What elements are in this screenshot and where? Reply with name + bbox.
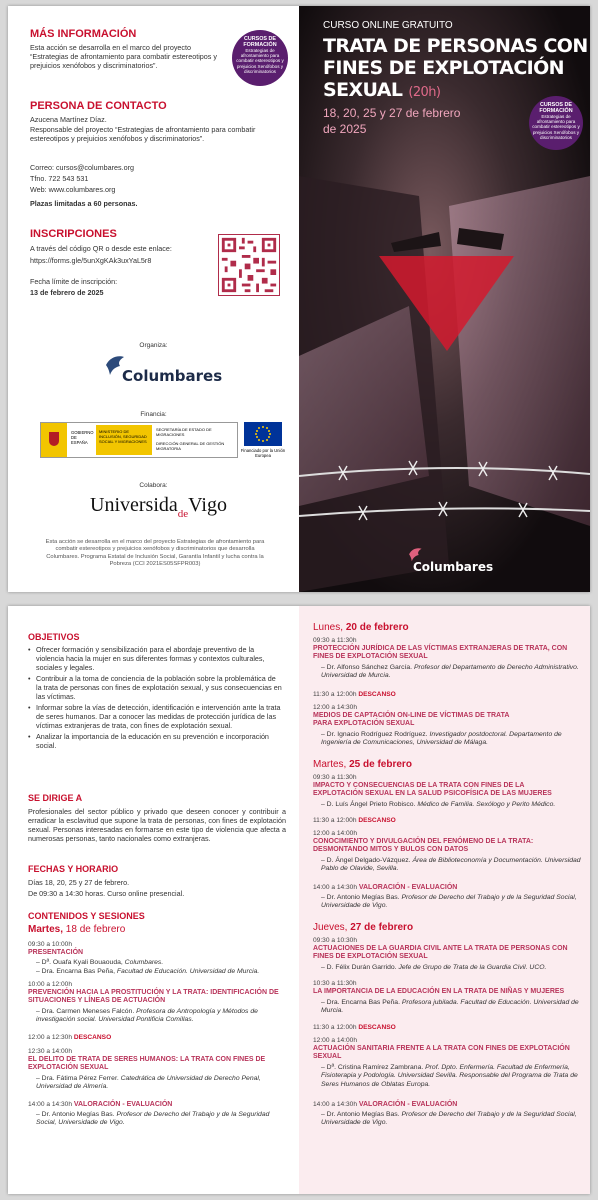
session-speaker: – Dra. Fátima Pérez Ferrer. Catedrática de Universidad de Derecho Penal, Universidad de Almería.: [36, 1075, 261, 1091]
session-title: EL DELITO DE TRATA DE SERES HUMANOS: LA TRATA CON FINES DE EXPLOTACIÓN SEXUAL: [28, 1056, 266, 1072]
session-title: PREVENCIÓN HACIA LA PROSTITUCIÓN Y LA TRATA: IDENTIFICACIÓN DE SITUACIONES Y LÍNEAS DE ACTUACIÓN: [28, 989, 279, 1005]
direccion-text: DIRECCIÓN GENERAL DE GESTIÓN MIGRATORIA: [156, 441, 225, 451]
program-right-column: [299, 606, 590, 1194]
session-time: 12:30 a 14:00h: [28, 1048, 72, 1055]
colabora-label: Colabora:: [139, 482, 168, 489]
title-hours: (20h): [408, 85, 441, 100]
cover-badge-text: Estrategias de afrontamiento para combatir estereotipos y prejuicios Xenófobos y discriminatorios: [532, 114, 580, 140]
brochure-cover-page: [8, 6, 590, 592]
session-time: 10:30 a 11:30h: [313, 980, 357, 987]
contacto-name: Azucena Martínez Díaz.: [30, 115, 107, 124]
session-title: PROTECCIÓN JURÍDICA DE LAS VÍCTIMAS EXTRANJERAS DE TRATA, CON FINES DE EXPLOTACIÓN SEXUAL: [313, 645, 568, 661]
day-1-weekday: Martes,: [28, 924, 64, 935]
day-4-weekday: Jueves,: [313, 922, 348, 933]
brochure-program-page: [8, 606, 590, 1194]
mas-info-text: Esta acción se desarrolla en el marco del proyecto “Estrategias de afrontamiento para combatir estereotipos y prejuicios xenófobos y discriminatorios”.: [30, 43, 217, 70]
inscripciones-heading: INSCRIPCIONES: [30, 228, 117, 240]
registration-link[interactable]: https://forms.gle/5unXgKAk3uxYaL5r8: [30, 256, 152, 265]
session-time: 12:00 a 12:30h DESCANSO: [28, 1034, 112, 1041]
plazas-text: Plazas limitadas a 60 personas.: [30, 199, 138, 208]
badge-text: Estrategias de afrontamiento para combatir estereotipos y prejuicios Xenófobos y discriminatorios: [236, 48, 284, 74]
day-2-date: 20 de febrero: [345, 622, 409, 633]
fechas-line-1: Días 18, 20, 25 y 27 de febrero.: [28, 878, 130, 887]
contact-email[interactable]: Correo: cursos@columbares.org: [30, 163, 134, 172]
uvigo-part-c: Vigo: [188, 494, 227, 516]
eu-text: Financiado por la Unión Europea: [240, 448, 286, 458]
columbares-logo: [104, 351, 223, 387]
inscripciones-text: A través del código QR o desde este enlace:: [30, 244, 172, 253]
day-4-date: 27 de febrero: [350, 922, 414, 933]
dirige-text: Profesionales del sector público y privado que deseen conocer y contribuir a erradicar la esclavitud que supone la trata de personas, con fines de explotación sexual. Personas interesadas en formarse en este tipo de violencia que afecta a numerosas personas, tanto nacionales como extranjeras.: [28, 807, 286, 843]
organiza-label: Organiza:: [139, 342, 168, 349]
fecha-limite-value: 13 de febrero de 2025: [30, 288, 104, 297]
session-title: CONOCIMIENTO Y DIVULGACIÓN DEL FENÓMENO DE LA TRATA: DESMONTANDO MITOS Y BULOS CON DATOS: [313, 838, 534, 854]
session-speaker: – D. Ángel Delgado-Vázquez. Área de Biblioteconomía y Documentación. Universidad Pablo de Olavide, Sevilla.: [321, 857, 581, 873]
info-panel: [8, 6, 299, 592]
qr-code-icon[interactable]: [218, 234, 280, 296]
fechas-heading: FECHAS Y HORARIO: [28, 864, 119, 874]
objetivo-item: • Informar sobre la vías de detección, identificación e intervención ante la trata de seres humanos. Dar a conocer las medidas de protección jurídica de las víctimas extranjeras de trata, con fines de explotación sexual.: [28, 703, 283, 730]
financia-label: Financia:: [140, 411, 167, 418]
cover-brand: [407, 546, 517, 576]
title-line-3: [323, 80, 440, 103]
session-title: LA IMPORTANCIA DE LA EDUCACIÓN EN LA TRATA DE NIÑAS Y MUJERES: [313, 988, 565, 995]
day-4-heading: [313, 922, 413, 933]
session-title: ACTUACIÓN SANITARIA FRENTE A LA TRATA CON FINES DE EXPLOTACIÓN SEXUAL: [313, 1045, 570, 1061]
day-1-date: 18 de febrero: [65, 924, 126, 935]
gobierno-logo: [40, 422, 238, 458]
session-speaker: – D. Luís Ángel Prieto Robisco. Médico de Familia. Sexólogo y Perito Médico.: [321, 801, 556, 808]
dates-line-1: 18, 20, 25 y 27 de febrero: [323, 106, 461, 120]
session-title: MEDIOS DE CAPTACIÓN ON-LINE DE VÍCTIMAS DE TRATA PARA EXPLOTACIÓN SEXUAL: [313, 712, 510, 728]
day-1-heading: [28, 924, 125, 935]
escudo-icon: [41, 423, 67, 457]
title-line-2: FINES DE EXPLOTACIÓN: [323, 57, 564, 79]
columbares-wordmark: Columbares: [122, 367, 223, 385]
day-3-weekday: Martes,: [313, 759, 347, 770]
session-time: 11:30 a 12:00h DESCANSO: [313, 1024, 396, 1031]
objetivos-list: [28, 645, 283, 752]
session-time: 12:00 a 14:30h: [313, 704, 357, 711]
contacto-role: Responsable del proyecto “Estrategias de afrontamiento para combatir estereotipos y prejuicios xenófobos y discriminatorios”.: [30, 125, 256, 143]
uvigo-part-b: de: [177, 508, 189, 520]
session-speaker: – Dra. Encarna Bas Peña, Facultad de Educación. Universidad de Murcia.: [36, 968, 260, 975]
footer-note: Esta acción se desarrolla en el marco del proyecto Estrategias de afrontamiento para combatir estereotipos y prejuicios xenófobos y discriminatorios que desarrolla Columbares. Programa Estatal de Inclusión Social, Garantía Infantil y lucha contra la Pobreza (CCI 2021ES05SFPR003): [45, 539, 265, 568]
session-speaker: – Dr. Ignacio Rodríguez Rodríguez. Investigador postdoctoral. Departamento de Ingeniería de Comunicaciones, Universidad de Málaga.: [321, 731, 562, 747]
program-left-column: [8, 606, 299, 1194]
objetivo-item: • Ofrecer formación y sensibilización para el abordaje preventivo de la violencia hacia la mujer en sus diferentes formas y contextos culturales, sociales y legales.: [28, 645, 283, 672]
session-title: PRESENTACIÓN: [28, 949, 84, 956]
session-time: 12:00 a 14:00h: [313, 1037, 357, 1044]
dirige-heading: SE DIRIGE A: [28, 793, 83, 803]
badge-title: CURSOS DE FORMACIÓN: [243, 36, 277, 48]
course-badge: [232, 30, 288, 86]
day-3-date: 25 de febrero: [349, 759, 412, 770]
title-line-1: TRATA DE PERSONAS CON: [323, 35, 588, 57]
session-time: 11:30 a 12:00h DESCANSO: [313, 691, 396, 698]
uvigo-logo: [90, 494, 240, 522]
fecha-limite-label: Fecha límite de inscripción:: [30, 277, 118, 286]
session-time: 09:30 a 11:30h: [313, 774, 357, 781]
objetivo-item: • Contribuir a la toma de conciencia de la población sobre la problemática de la trata de personas con fines de explotación sexual, y sus consecuencias en las víctimas.: [28, 674, 283, 701]
session-time: 14:00 a 14:30h VALORACIÓN - EVALUACIÓN: [28, 1101, 173, 1108]
uvigo-part-a: Universida: [90, 494, 178, 516]
fechas-line-2: De 09:30 a 14:30 horas. Curso online presencial.: [28, 889, 185, 898]
kicker: CURSO ONLINE GRATUITO: [323, 20, 453, 31]
contenidos-heading: CONTENIDOS Y SESIONES: [28, 911, 145, 921]
mas-info-heading: MÁS INFORMACIÓN: [30, 28, 137, 40]
session-speaker: – Dra. Carmen Meneses Falcón. Profesora de Antropología y Métodos de investigación social. Universidad Pontificia Comillas.: [36, 1008, 258, 1024]
contacto-heading: PERSONA DE CONTACTO: [30, 100, 167, 112]
session-speaker: – Dra. Encarna Bas Peña. Profesora jubilada. Facultad de Educación. Universidad de Murcia.: [321, 999, 579, 1015]
cover-brand-wordmark: Columbares: [413, 560, 494, 574]
cover-panel: [299, 6, 590, 592]
session-speaker: – Dr. Alfonso Sánchez García. Profesor del Departamento de Derecho Administrativo. Universidad de Murcia.: [321, 664, 579, 680]
session-title: IMPACTO Y CONSECUENCIAS DE LA TRATA CON FINES DE LA EXPLOTACIÓN SEXUAL EN LA SALUD PSICOFÍSICA DE LAS MUJERES: [313, 782, 552, 798]
session-time: 09:30 a 11:30h: [313, 637, 357, 644]
session-time: 11:30 a 12:00h DESCANSO: [313, 817, 396, 824]
contact-web[interactable]: Web: www.columbares.org: [30, 185, 116, 194]
session-speaker: – Dr. Antonio Megías Bas. Profesor de Derecho del Trabajo y de la Seguridad Social, Universidade de Vigo.: [321, 894, 577, 910]
session-title: ACTUACIONES DE LA GUARDIA CIVIL ANTE LA TRATA DE PERSONAS CON FINES DE EXPLOTACIÓN SEXUAL: [313, 945, 568, 961]
session-speaker: – Dª. Cristina Ramírez Zambrana. Prof. Dpto. Enfermería. Facultad de Enfermería, Fisioterapia y Podología. Universidad Sevilla. Responsable del Programa de Trata de Seres Humanos de Oblatas Europa.: [321, 1064, 578, 1088]
session-speaker: – D. Félix Durán Garrido. Jefe de Grupo de Trata de la Guardia Civil. UCO.: [321, 964, 547, 971]
session-time: 14:00 a 14:30h VALORACIÓN - EVALUACIÓN: [313, 884, 458, 891]
session-time: 14:00 a 14:30h VALORACIÓN - EVALUACIÓN: [313, 1101, 458, 1108]
session-speaker: – Dª. Ouafa Kyali Bouaouda, Columbares.: [36, 959, 164, 966]
eu-flag-icon: [244, 422, 282, 446]
ministerio-text: MINISTERIO DE INCLUSIÓN, SEGURIDAD SOCIAL Y MIGRACIONES: [96, 425, 152, 455]
contact-phone: Tfno. 722 543 531: [30, 174, 89, 183]
cover-badge-title: CURSOS DE FORMACIÓN: [539, 102, 573, 114]
session-time: 12:00 a 14:00h: [313, 830, 357, 837]
day-3-heading: [313, 759, 412, 770]
session-time: 10:00 a 12:00h: [28, 981, 72, 988]
session-time: 09:30 a 10:00h: [28, 941, 72, 948]
objetivos-heading: OBJETIVOS: [28, 632, 80, 642]
session-speaker: – Dr. Antonio Megías Bas. Profesor de Derecho del Trabajo y de la Seguridad Social, Universidade de Vigo.: [36, 1111, 270, 1127]
cover-badge: [529, 96, 583, 150]
session-speaker: – Dr. Antonio Megías Bas. Profesor de Derecho del Trabajo y de la Seguridad Social, Universidade de Vigo.: [321, 1111, 577, 1127]
gobierno-text: GOBIERNO DE ESPAÑA: [71, 430, 94, 445]
title-sexual: SEXUAL: [323, 79, 403, 101]
secretaria-text: SECRETARÍA DE ESTADO DE MIGRACIONES: [156, 427, 212, 437]
objetivo-item: • Analizar la importancia de la educación en su prevención e incorporación social.: [28, 732, 283, 750]
day-2-weekday: Lunes,: [313, 622, 344, 633]
day-2-heading: [313, 622, 409, 633]
session-time: 09:30 a 10:30h: [313, 937, 357, 944]
dates-line-2: de 2025: [323, 122, 367, 136]
